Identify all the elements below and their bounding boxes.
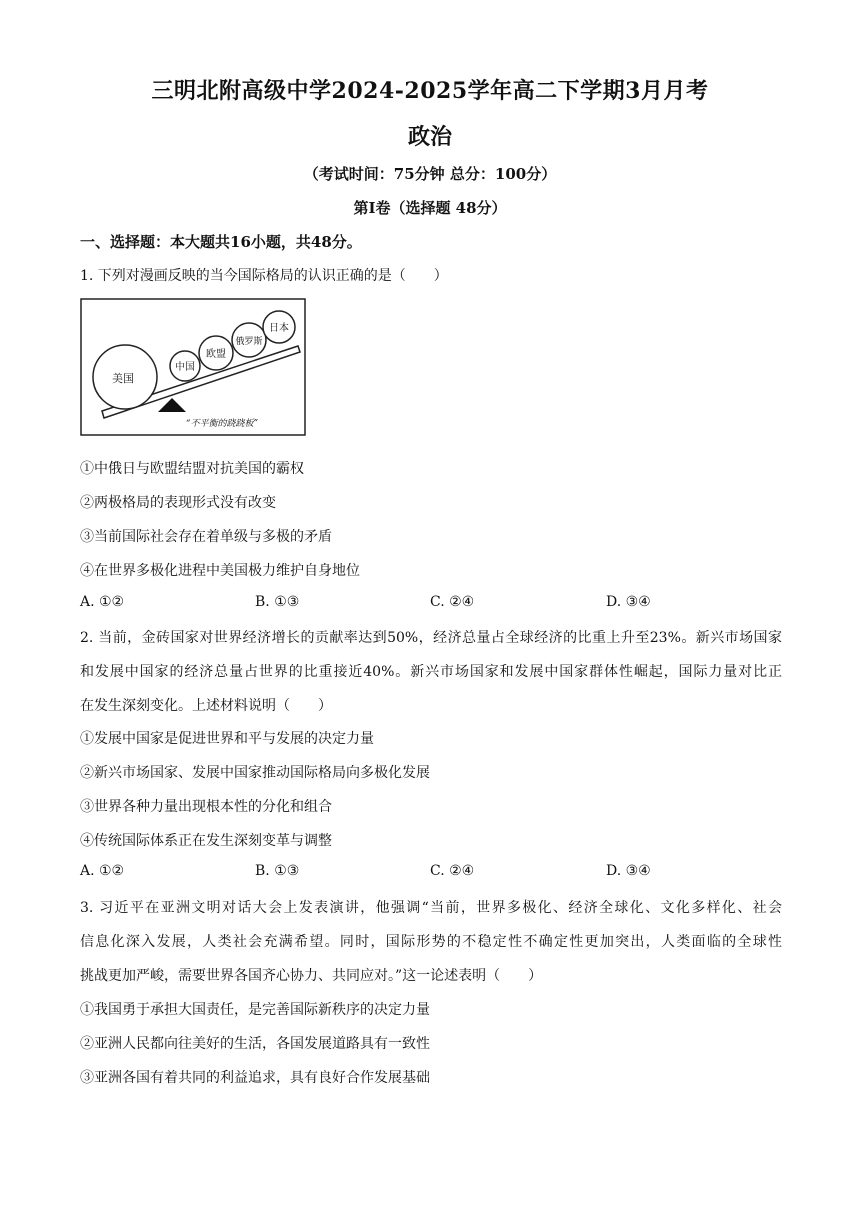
question-1-options bbox=[80, 594, 780, 614]
question-3-stem-line-3: 挑战更加严峻，需要世界各国齐心协力、共同应对。”这一论述表明（ ） bbox=[80, 968, 543, 984]
question-2-stem-line-3: 在发生深刻变化。上述材料说明（ ） bbox=[80, 698, 332, 714]
question-2-stem-line-1: 2. 当前，金砖国家对世界经济增长的贡献率达到50%，经济总量占全球经济的比重上升至23%。新兴市场国家 bbox=[80, 630, 782, 646]
question-1-option-b[interactable]: B. ①③ bbox=[255, 594, 300, 610]
section-heading: 一、选择题：本大题共16小题，共48分。 bbox=[80, 233, 362, 251]
question-1-option-c[interactable]: C. ②④ bbox=[430, 594, 475, 610]
label-eu: 欧盟 bbox=[206, 349, 226, 360]
exam-info: （考试时间：75分钟 总分：100分） bbox=[303, 165, 557, 183]
question-1-option-d[interactable]: D. ③④ bbox=[606, 594, 651, 610]
seesaw-cartoon bbox=[80, 298, 306, 436]
question-3-stem-line-1: 3. 习近平在亚洲文明对话大会上发表演讲，他强调“当前，世界多极化、经济全球化、文化多样化、社会 bbox=[80, 900, 782, 916]
question-1-item-4: ④在世界多极化进程中美国极力维护自身地位 bbox=[80, 563, 360, 579]
question-1-item-3: ③当前国际社会存在着单级与多极的矛盾 bbox=[80, 529, 332, 545]
question-1-item-2: ②两极格局的表现形式没有改变 bbox=[80, 495, 276, 511]
question-3-item-3: ③亚洲各国有着共同的利益追求，具有良好合作发展基础 bbox=[80, 1070, 430, 1086]
question-2-item-3: ③世界各种力量出现根本性的分化和组合 bbox=[80, 799, 332, 815]
question-2-item-2: ②新兴市场国家、发展中国家推动国际格局向多极化发展 bbox=[80, 765, 430, 781]
question-2-option-d[interactable]: D. ③④ bbox=[606, 863, 651, 879]
question-1-option-a[interactable]: A. ①② bbox=[80, 594, 125, 610]
question-1-item-1: ①中俄日与欧盟结盟对抗美国的霸权 bbox=[80, 461, 304, 477]
question-2-stem-line-2: 和发展中国家的经济总量占世界的比重接近40%。新兴市场国家和发展中国家群体性崛起，国际力量对比正 bbox=[80, 664, 782, 680]
label-russia: 俄罗斯 bbox=[235, 337, 263, 347]
question-2-option-b[interactable]: B. ①③ bbox=[255, 863, 300, 879]
cartoon-caption: “不平衡的跷跷板” bbox=[185, 419, 259, 429]
question-2-option-c[interactable]: C. ②④ bbox=[430, 863, 475, 879]
label-usa: 美国 bbox=[112, 372, 134, 385]
question-3-item-2: ②亚洲人民都向往美好的生活，各国发展道路具有一致性 bbox=[80, 1036, 430, 1052]
volume-title: 第Ⅰ卷（选择题 48分） bbox=[353, 199, 507, 217]
question-3-stem-line-2: 信息化深入发展，人类社会充满希望。同时，国际形势的不稳定性不确定性更加突出，人类面临的全球性 bbox=[80, 934, 782, 950]
question-2-item-4: ④传统国际体系正在发生深刻变革与调整 bbox=[80, 833, 332, 849]
label-china: 中国 bbox=[175, 362, 195, 373]
question-2-options bbox=[80, 863, 780, 883]
subject-title: 政治 bbox=[407, 124, 452, 150]
question-3-item-1: ①我国勇于承担大国责任，是完善国际新秩序的决定力量 bbox=[80, 1002, 430, 1018]
question-2-item-1: ①发展中国家是促进世界和平与发展的决定力量 bbox=[80, 731, 374, 747]
exam-title: 三明北附高级中学2024-2025学年高二下学期3月月考 bbox=[151, 78, 709, 104]
question-2-option-a[interactable]: A. ①② bbox=[80, 863, 125, 879]
label-japan: 日本 bbox=[269, 323, 289, 334]
question-1-stem: 1. 下列对漫画反映的当今国际格局的认识正确的是（ ） bbox=[80, 268, 448, 284]
